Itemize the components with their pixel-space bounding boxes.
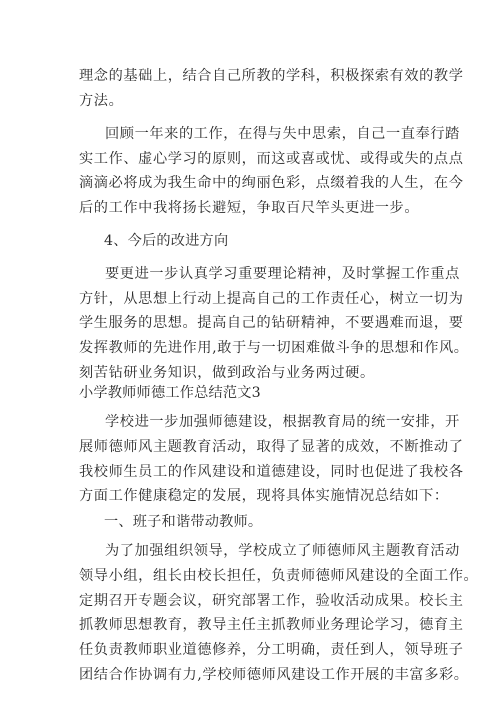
body-text-line: 学生服务的思想。提高自己的钻研精神，不要遇难而退，要	[79, 315, 464, 331]
body-text-line: 发挥教师的先进作用,敢于与一切困难做斗争的思想和作风。	[79, 340, 469, 356]
body-text-line: 抓教师思想教育，教导主任主抓教师业务理论学习，德育主	[79, 617, 464, 633]
body-text-line: 方面工作健康稳定的发展，现将具体实施情况总结如下：	[79, 488, 449, 504]
body-text-line: 滴滴必将成为我生命中的绚丽色彩，点缀着我的人生，在今	[79, 175, 464, 191]
body-text-line: 为了加强组织领导，学校成立了师德师风主题教育活动	[105, 543, 460, 559]
body-text-line: 我校师生员工的作风建设和道德建设，同时也促进了我校各	[79, 464, 464, 480]
article-title: 小学教师师德工作总结范文3	[79, 385, 261, 401]
body-text-line: 方针，从思想上行动上提高自己的工作责任心，树立一切为	[79, 291, 464, 307]
section-heading: 4、今后的改进方向	[104, 233, 229, 249]
body-text-line: 团结合作协调有力,学校师德师风建设工作开展的丰富多彩。	[79, 667, 469, 683]
body-text-line: 学校进一步加强师德建设，根据教育局的统一安排，开	[105, 414, 460, 430]
body-text-line: 后的工作中我将扬长避短，争取百尺竿头更进一步。	[79, 200, 420, 216]
body-text-line: 理念的基础上，结合自己所教的学科，积极探索有效的教学	[79, 68, 464, 84]
body-text-line: 回顾一年来的工作，在得与失中思索，自己一直奉行踏	[105, 126, 460, 142]
body-text-line: 刻苦钻研业务知识，做到政治与业务两过硬。	[79, 365, 375, 381]
body-text-line: 领导小组，组长由校长担任，负责师德师风建设的全面工作。	[79, 568, 479, 584]
subsection-heading: 一、班子和谐带动教师。	[104, 514, 263, 530]
body-text-line: 定期召开专题会议，研究部署工作，验收活动成果。校长主	[79, 593, 464, 609]
body-text-line: 方法。	[79, 93, 124, 109]
body-text-line: 实工作、虚心学习的原则，而这或喜或忧、或得或失的点点	[79, 151, 464, 167]
body-text-line: 展师德师风主题教育活动，取得了显著的成效，不断推动了	[79, 439, 464, 455]
body-text-line: 任负责教师职业道德修养，分工明确，责任到人，领导班子	[79, 642, 464, 658]
body-text-line: 要更进一步认真学习重要理论精神，及时掌握工作重点	[105, 266, 460, 282]
